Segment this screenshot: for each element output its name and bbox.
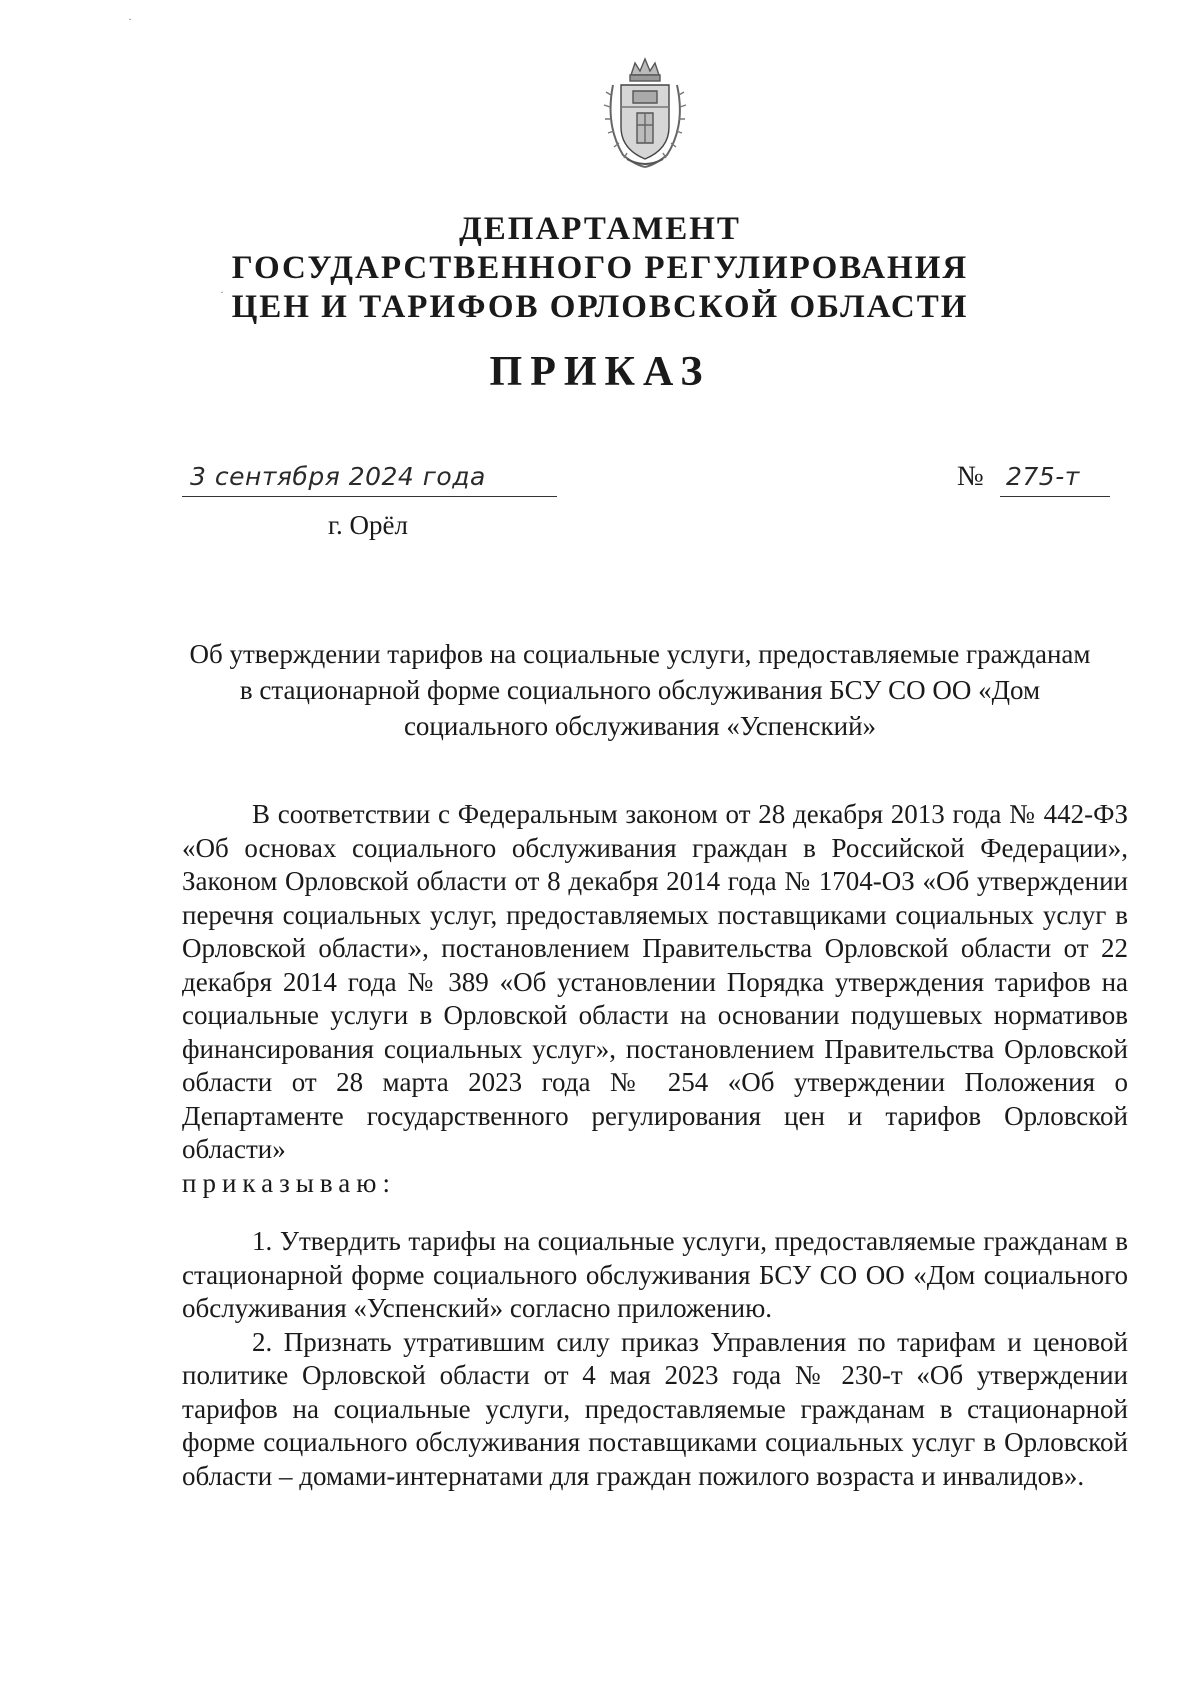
scan-speck: ·	[128, 12, 132, 26]
document-type-title: ПРИКАЗ	[489, 349, 711, 395]
scan-speck: ·	[220, 285, 224, 299]
subject-line-3: социального обслуживания «Успенский»	[403, 711, 877, 741]
order-items	[182, 1225, 1128, 1493]
handwritten-date: 3 сентября 2024 года	[190, 462, 486, 491]
document-subject	[170, 636, 1110, 744]
preamble-block	[182, 798, 1128, 1200]
subject-line-1: Об утверждении тарифов на социальные услуги, предоставляемые гражданам	[189, 639, 1091, 669]
department-name-line-2: ГОСУДАРСТВЕННОГО РЕГУЛИРОВАНИЯ	[231, 250, 969, 286]
department-name-line-3: ЦЕН И ТАРИФОВ ОРЛОВСКОЙ ОБЛАСТИ	[231, 289, 969, 325]
department-name-line-1: ДЕПАРТАМЕНТ	[459, 211, 741, 247]
subject-line-2: в стационарной форме социального обслуживания БСУ СО ОО «Дом	[239, 675, 1041, 705]
order-word: приказываю:	[182, 1167, 396, 1198]
orel-oblast-coat-of-arms-icon	[603, 55, 688, 170]
number-sign: №	[957, 461, 984, 492]
order-item-2: 2. Признать утратившим силу приказ Управления по тарифам и ценовой политике Орловской области от 4 мая 2023 года № 230-т «Об утверждении тарифов на социальные услуги, предоставляемые гражданам в стационарной форме социального обслуживания поставщиками социальных услуг в Орловской области – домами-интернатами для граждан пожилого возраста и инвалидов».	[182, 1326, 1128, 1491]
handwritten-number: 275-т	[1006, 462, 1080, 491]
preamble-paragraph: В соответствии с Федеральным законом от 28 декабря 2013 года № 442-ФЗ «Об основах социального обслуживания граждан в Российской Федерации», Законом Орловской области от 8 декабря 2014 года № 1704-ОЗ «Об утверждении перечня социальных услуг, предоставляемых поставщиками социальных услуг в Орловской области», постановлением Правительства Орловской области от 22 декабря 2014 года № 389 «Об установлении Порядка утверждения тарифов на социальные услуги в Орловской области на основании подушевых нормативов финансирования социальных услуг», постановлением Правительства Орловской области от 28 марта 2023 года № 254 «Об утверждении Положения о Департаменте государственного регулирования цен и тарифов Орловской области»	[182, 799, 1128, 1164]
department-name	[0, 210, 1200, 327]
number-field	[1000, 460, 1110, 497]
city: г. Орёл	[328, 510, 408, 540]
date-field	[182, 460, 557, 497]
order-item-1: 1. Утвердить тарифы на социальные услуги, предоставляемые гражданам в стационарной форме социального обслуживания БСУ СО ОО «Дом социального обслуживания «Успенский» согласно приложению.	[182, 1226, 1128, 1323]
